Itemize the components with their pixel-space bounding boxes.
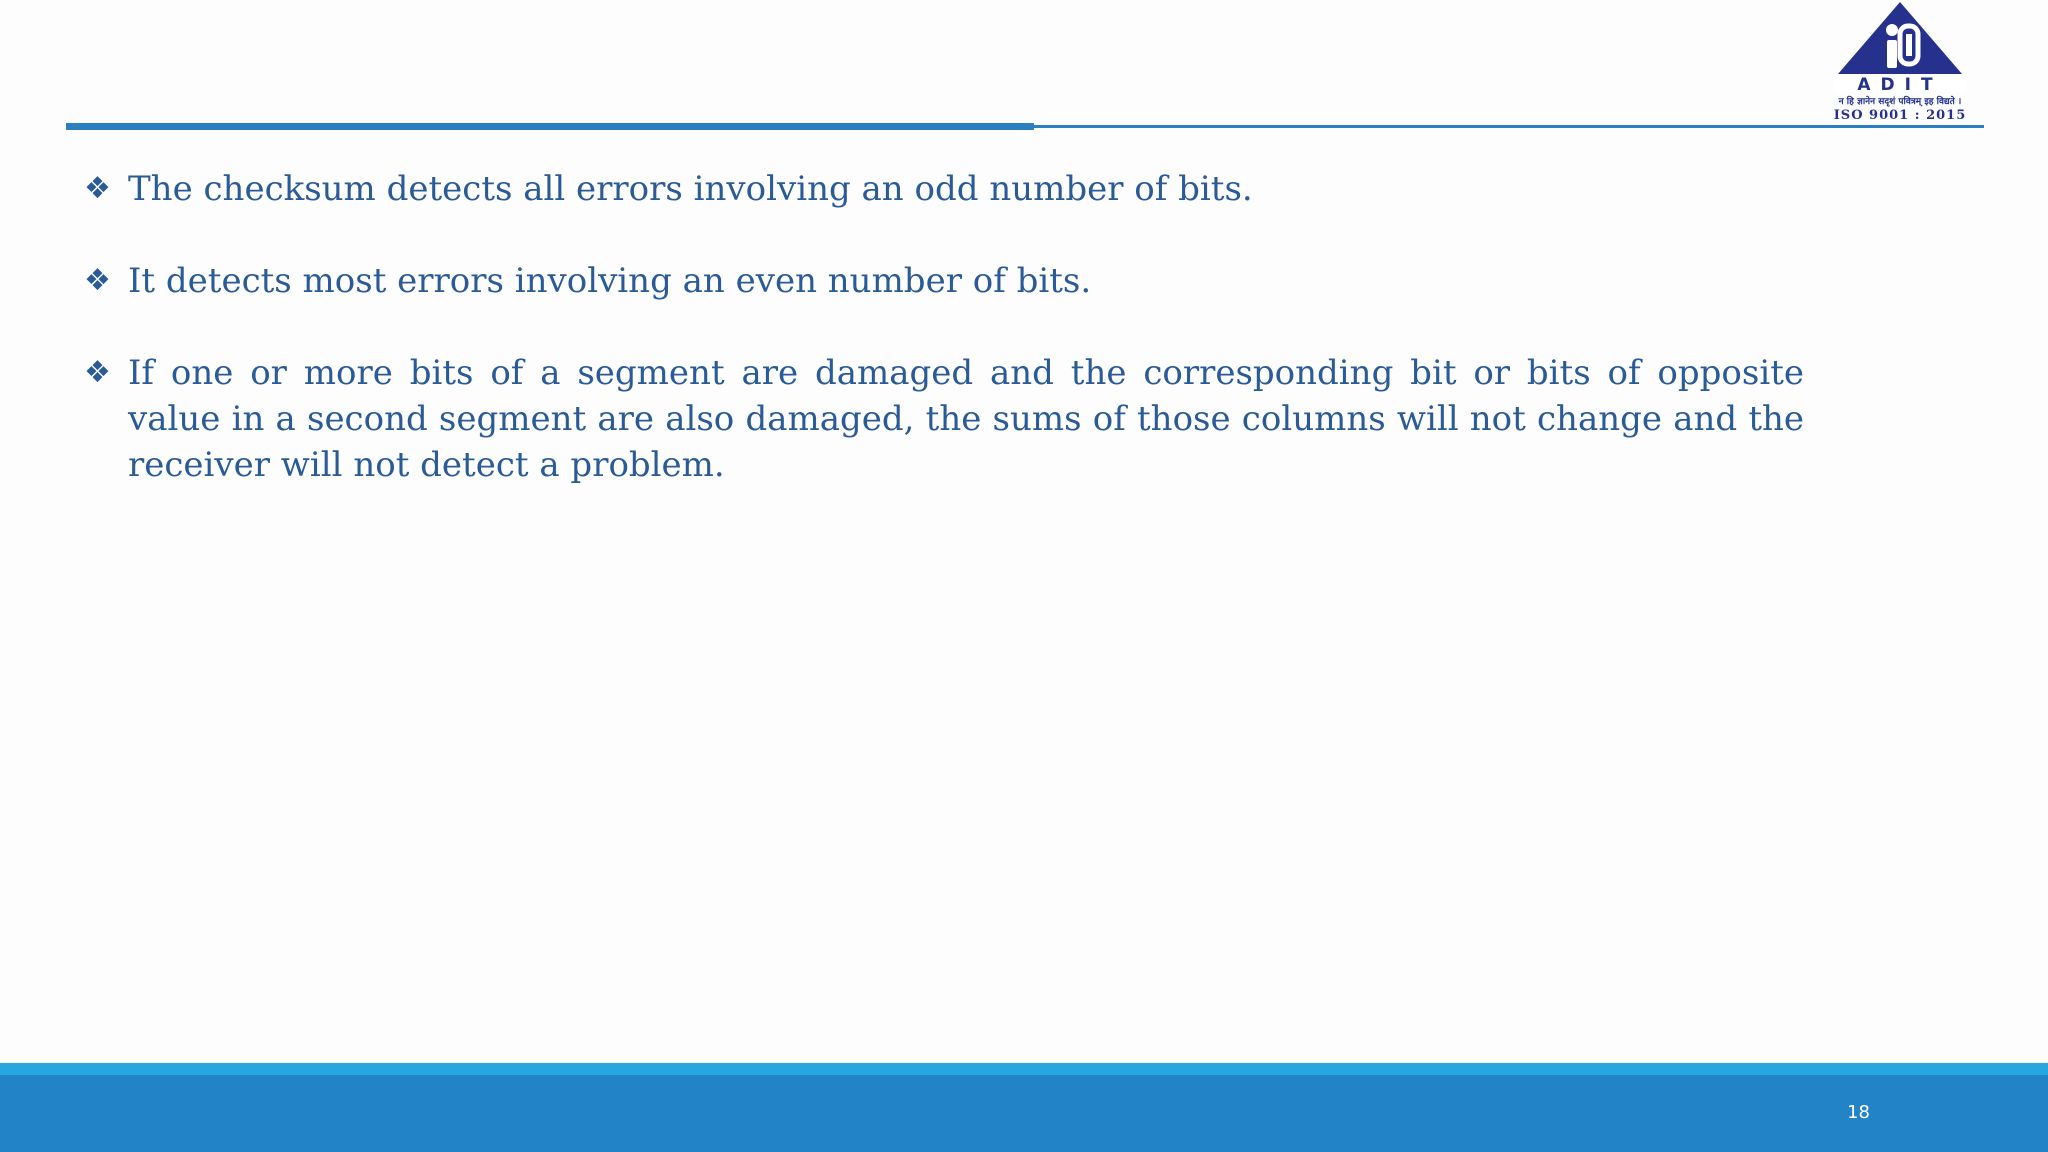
logo-motto: न हि ज्ञानेन सदृशं पवित्रम् इह विद्यते । xyxy=(1838,97,1962,107)
bullet-item xyxy=(84,350,1804,488)
diamond-bullet-icon: ❖ xyxy=(84,263,111,298)
diamond-bullet-icon: ❖ xyxy=(84,355,111,390)
diamond-bullet-icon: ❖ xyxy=(84,171,111,206)
bullet-item xyxy=(84,258,1804,304)
bullet-item xyxy=(84,166,1804,212)
bullet-text: If one or more bits of a segment are damaged and the corresponding bit or bits of opposite value in a second segment are also damaged, the sums of those columns will not change and the receiver will not detect a problem. xyxy=(128,353,1804,485)
iso-certification: ISO 9001 : 2015 xyxy=(1833,108,1967,123)
header-rule-thin xyxy=(1034,125,1984,128)
bullet-text: The checksum detects all errors involving an odd number of bits. xyxy=(128,169,1253,209)
bullet-list xyxy=(84,166,1804,534)
header-rule-thick xyxy=(66,123,1034,130)
bullet-text: It detects most errors involving an even number of bits. xyxy=(128,261,1092,301)
page-number: 18 xyxy=(1847,1102,1870,1123)
institute-logo xyxy=(1812,0,1988,128)
footer-bar xyxy=(0,1075,2048,1152)
triangle-emblem-icon xyxy=(1812,0,1988,96)
logo-letters: ADIT xyxy=(1857,75,1943,95)
